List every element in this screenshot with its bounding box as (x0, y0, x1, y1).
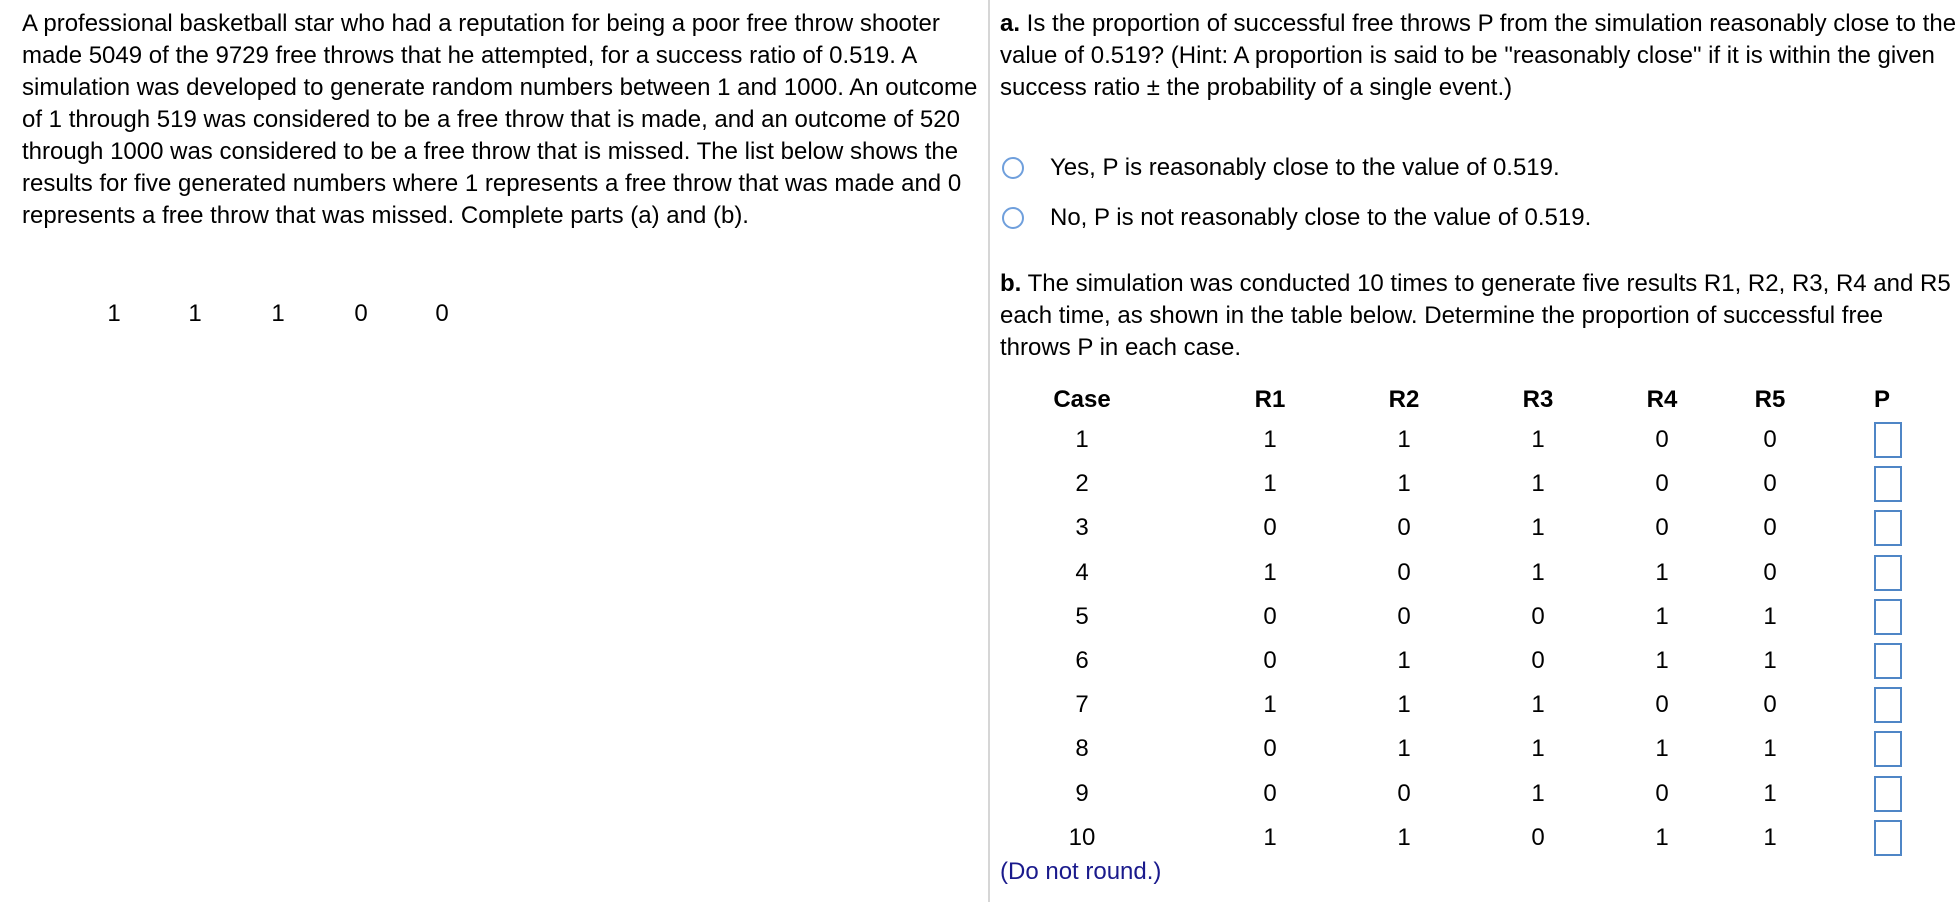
p-input-case-9[interactable] (1874, 776, 1902, 812)
cell-r2: 1 (1397, 470, 1411, 498)
cell-case: 4 (1075, 558, 1089, 586)
cell-r5: 0 (1763, 514, 1777, 542)
cell-r1: 1 (1263, 823, 1277, 851)
header-r5: R5 (1754, 386, 1786, 413)
cell-r1: 0 (1263, 735, 1277, 763)
cell-r3: 0 (1531, 602, 1545, 630)
radio-no[interactable] (1002, 207, 1024, 229)
cell-r4: 1 (1655, 647, 1669, 674)
answer-pane (990, 0, 1960, 902)
cell-r3: 0 (1531, 823, 1545, 851)
cell-r3: 1 (1531, 691, 1545, 719)
part-a-question (1000, 8, 1960, 104)
header-r2: R2 (1388, 386, 1420, 413)
cell-r1: 1 (1263, 426, 1277, 453)
cell-r2: 0 (1397, 779, 1411, 807)
option-yes-label[interactable]: Yes, P is reasonably close to the value of 0.519. (1050, 154, 1560, 181)
part-a-text: Is the proportion of successful free throws P from the simulation reasonably close to the value of 0.519? (Hint: A proportion is said to be "reasonably close" if it is within the given success ratio ± the probability of a single event.) (1000, 10, 1957, 101)
cell-r5: 0 (1763, 426, 1777, 453)
cell-r2: 1 (1397, 691, 1411, 719)
sequence-value: 0 (435, 300, 449, 327)
cell-r4: 0 (1655, 779, 1669, 807)
rounding-note: (Do not round.) (1000, 858, 1162, 885)
p-input-case-5[interactable] (1874, 599, 1902, 635)
part-b-text: The simulation was conducted 10 times to generate five results R1, R2, R3, R4 and R5 each time, as shown in the table below. Determine the proportion of successful free throws P in each case. (1000, 270, 1951, 361)
cell-case: 1 (1075, 426, 1089, 453)
cell-r2: 0 (1397, 558, 1411, 586)
cell-r5: 1 (1763, 823, 1777, 851)
radio-yes[interactable] (1002, 157, 1024, 179)
cell-r5: 1 (1763, 735, 1777, 763)
cell-r1: 0 (1263, 514, 1277, 542)
option-no-label[interactable]: No, P is not reasonably close to the value of 0.519. (1050, 204, 1592, 231)
p-input-case-3[interactable] (1874, 510, 1902, 546)
cell-r4: 0 (1655, 514, 1669, 542)
cell-r2: 0 (1397, 602, 1411, 630)
cell-r5: 0 (1763, 558, 1777, 586)
cell-case: 2 (1075, 470, 1089, 498)
cell-case: 5 (1075, 602, 1089, 630)
header-r1: R1 (1254, 386, 1286, 413)
cell-case: 6 (1075, 647, 1089, 674)
cell-r1: 0 (1263, 602, 1277, 630)
p-input-case-2[interactable] (1874, 466, 1902, 502)
cell-r4: 1 (1655, 735, 1669, 763)
cell-r2: 0 (1397, 514, 1411, 542)
cell-case: 7 (1075, 691, 1089, 719)
cell-r1: 0 (1263, 779, 1277, 807)
cell-r2: 1 (1397, 823, 1411, 851)
part-b-label: b. (1000, 270, 1022, 297)
cell-r4: 1 (1655, 602, 1669, 630)
cell-r2: 1 (1397, 426, 1411, 453)
cell-r3: 1 (1531, 558, 1545, 586)
cell-r5: 0 (1763, 691, 1777, 719)
part-a-label: a. (1000, 10, 1021, 37)
cell-r4: 1 (1655, 823, 1669, 851)
header-case: Case (1053, 386, 1111, 413)
cell-r5: 1 (1763, 602, 1777, 630)
cell-r3: 1 (1531, 470, 1545, 498)
header-r4: R4 (1646, 386, 1678, 413)
header-r3: R3 (1522, 386, 1554, 413)
cell-case: 3 (1075, 514, 1089, 542)
cell-r4: 0 (1655, 691, 1669, 719)
cell-r3: 0 (1531, 647, 1545, 674)
p-input-case-8[interactable] (1874, 731, 1902, 767)
option-no[interactable] (1002, 202, 1591, 234)
p-input-case-7[interactable] (1874, 687, 1902, 723)
cell-r3: 1 (1531, 514, 1545, 542)
cell-r2: 1 (1397, 647, 1411, 674)
cell-r5: 0 (1763, 470, 1777, 498)
p-input-case-10[interactable] (1874, 820, 1902, 856)
cell-case: 9 (1075, 779, 1089, 807)
header-p: P (1873, 386, 1890, 413)
sequence-value: 0 (354, 300, 368, 327)
sequence-value: 1 (271, 300, 285, 327)
cell-r1: 1 (1263, 691, 1277, 719)
cell-r1: 1 (1263, 558, 1277, 586)
cell-case: 10 (1068, 823, 1096, 851)
sequence-value: 1 (188, 300, 202, 327)
cell-r2: 1 (1397, 735, 1411, 763)
p-input-case-6[interactable] (1874, 643, 1902, 679)
cell-r4: 0 (1655, 426, 1669, 453)
p-input-case-1[interactable] (1874, 422, 1902, 458)
cell-r4: 1 (1655, 558, 1669, 586)
sequence-value: 1 (107, 300, 121, 327)
cell-r3: 1 (1531, 426, 1545, 453)
cell-r1: 0 (1263, 647, 1277, 674)
cell-r4: 0 (1655, 470, 1669, 498)
cell-r3: 1 (1531, 735, 1545, 763)
part-b-question (1000, 268, 1960, 364)
cell-r5: 1 (1763, 779, 1777, 807)
p-input-case-4[interactable] (1874, 555, 1902, 591)
cell-r1: 1 (1263, 470, 1277, 498)
option-yes[interactable] (1002, 152, 1560, 184)
problem-statement: A professional basketball star who had a reputation for being a poor free throw shooter made 5049 of the 9729 free throws that he attempted, for a success ratio of 0.519. A simulation was developed to generate random numbers between 1 and 1000. An outcome of 1 through 519 was considered to be a free throw that is made, and an outcome of 520 through 1000 was considered to be a free throw that is missed. The list below shows the results for five generated numbers where 1 represents a free throw that was made and 0 represents a free throw that was missed. Complete parts (a) and (b). (22, 10, 978, 229)
cell-case: 8 (1075, 735, 1089, 763)
cell-r3: 1 (1531, 779, 1545, 807)
cell-r5: 1 (1763, 647, 1777, 674)
